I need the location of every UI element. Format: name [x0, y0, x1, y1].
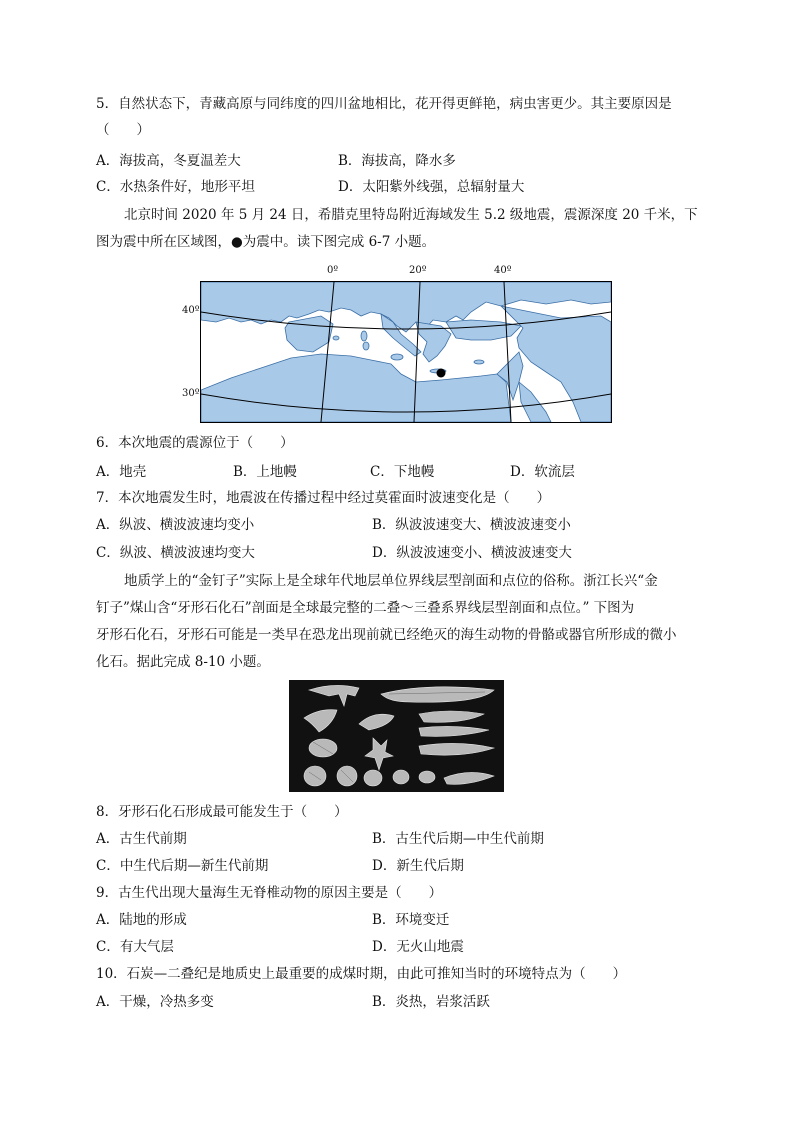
map-land [201, 282, 611, 422]
q8-option-a: A．古生代前期 [96, 831, 187, 847]
q6-option-d: D．软流层 [510, 464, 575, 480]
q10-stem: 10．石炭—二叠纪是地质史上最重要的成煤时期，由此可推知当时的环境特点为（ ） [96, 966, 627, 982]
q10-option-a: A．干燥，冷热多变 [96, 994, 214, 1010]
quake-intro-line1: 北京时间 2020 年 5 月 24 日，希腊克里特岛附近海域发生 5.2 级地震，震源深度 20 千米，下 [124, 207, 698, 223]
q6-option-b: B．上地幔 [233, 464, 297, 480]
q5-option-d: D．太阳紫外线强，总辐射量大 [338, 179, 525, 195]
q10-option-b: B．炎热，岩浆活跃 [372, 994, 490, 1010]
q8-option-c: C．中生代后期—新生代前期 [96, 858, 269, 874]
q5-option-a: A．海拔高，冬夏温差大 [96, 153, 241, 169]
q7-option-c: C．纵波、横波波速均变大 [96, 545, 255, 561]
fossil-svg [289, 680, 504, 792]
epicenter-region-map [200, 281, 612, 423]
fossil-intro-line3: 牙形石化石，牙形石可能是一类早在恐龙出现前就已经绝灭的海生动物的骨骼或器官所形成的微小 [96, 627, 677, 643]
fossil-specimens [304, 685, 494, 786]
q8-option-b: B．古生代后期—中生代前期 [372, 831, 544, 847]
q7-option-a: A．纵波、横波波速均变小 [96, 517, 255, 533]
q8-option-d: D．新生代后期 [372, 858, 464, 874]
map-lat-label-30: 30º [182, 388, 200, 399]
q7-option-b: B．纵波波速变大、横波波速变小 [372, 517, 571, 533]
q5-answer-paren: （ ） [96, 122, 150, 138]
epicenter-marker [437, 369, 446, 378]
q9-stem: 9．古生代出现大量海生无脊椎动物的原因主要是（ ） [96, 885, 443, 901]
map-svg [201, 282, 611, 422]
fossil-intro-line2: 钉子”煤山含“牙形石化石”剖面是全球最完整的二叠～三叠系界线层型剖面和点位。” 下图为 [96, 600, 635, 616]
q8-stem: 8．牙形石化石形成最可能发生于（ ） [96, 804, 348, 820]
q7-stem: 7．本次地震发生时，地震波在传播过程中经过莫霍面时波速变化是（ ） [96, 490, 551, 506]
q5-stem: 5．自然状态下，青藏高原与同纬度的四川盆地相比，花开得更鲜艳，病虫害更少。其主要原因是 [96, 96, 672, 112]
q9-option-a: A．陆地的形成 [96, 912, 187, 928]
map-lon-label-20: 20º [409, 265, 427, 276]
map-lat-label-40: 40º [182, 305, 200, 316]
q9-option-b: B．环境变迁 [372, 912, 450, 928]
q6-option-c: C．下地幔 [370, 464, 435, 480]
quake-intro-line2: 图为震中所在区域图，●为震中。读下图完成 6-7 小题。 [96, 234, 436, 250]
q5-option-b: B．海拔高，降水多 [338, 153, 456, 169]
fossil-ridges [309, 692, 485, 782]
q9-option-c: C．有大气层 [96, 939, 174, 955]
conodont-fossil-photo [289, 680, 504, 792]
map-lon-label-40: 40º [494, 265, 512, 276]
fossil-intro-line4: 化石。据此完成 8-10 小题。 [96, 654, 270, 670]
fossil-intro-line1: 地质学上的“金钉子”实际上是全球年代地层单位界线层型剖面和点位的俗称。浙江长兴“金 [124, 573, 658, 589]
q6-stem: 6．本次地震的震源位于（ ） [96, 435, 294, 451]
q7-option-d: D．纵波波速变小、横波波速变大 [372, 545, 572, 561]
q6-option-a: A．地壳 [96, 464, 147, 480]
q5-option-c: C．水热条件好，地形平坦 [96, 179, 255, 195]
map-lon-label-0: 0º [327, 265, 339, 276]
q9-option-d: D．无火山地震 [372, 939, 464, 955]
